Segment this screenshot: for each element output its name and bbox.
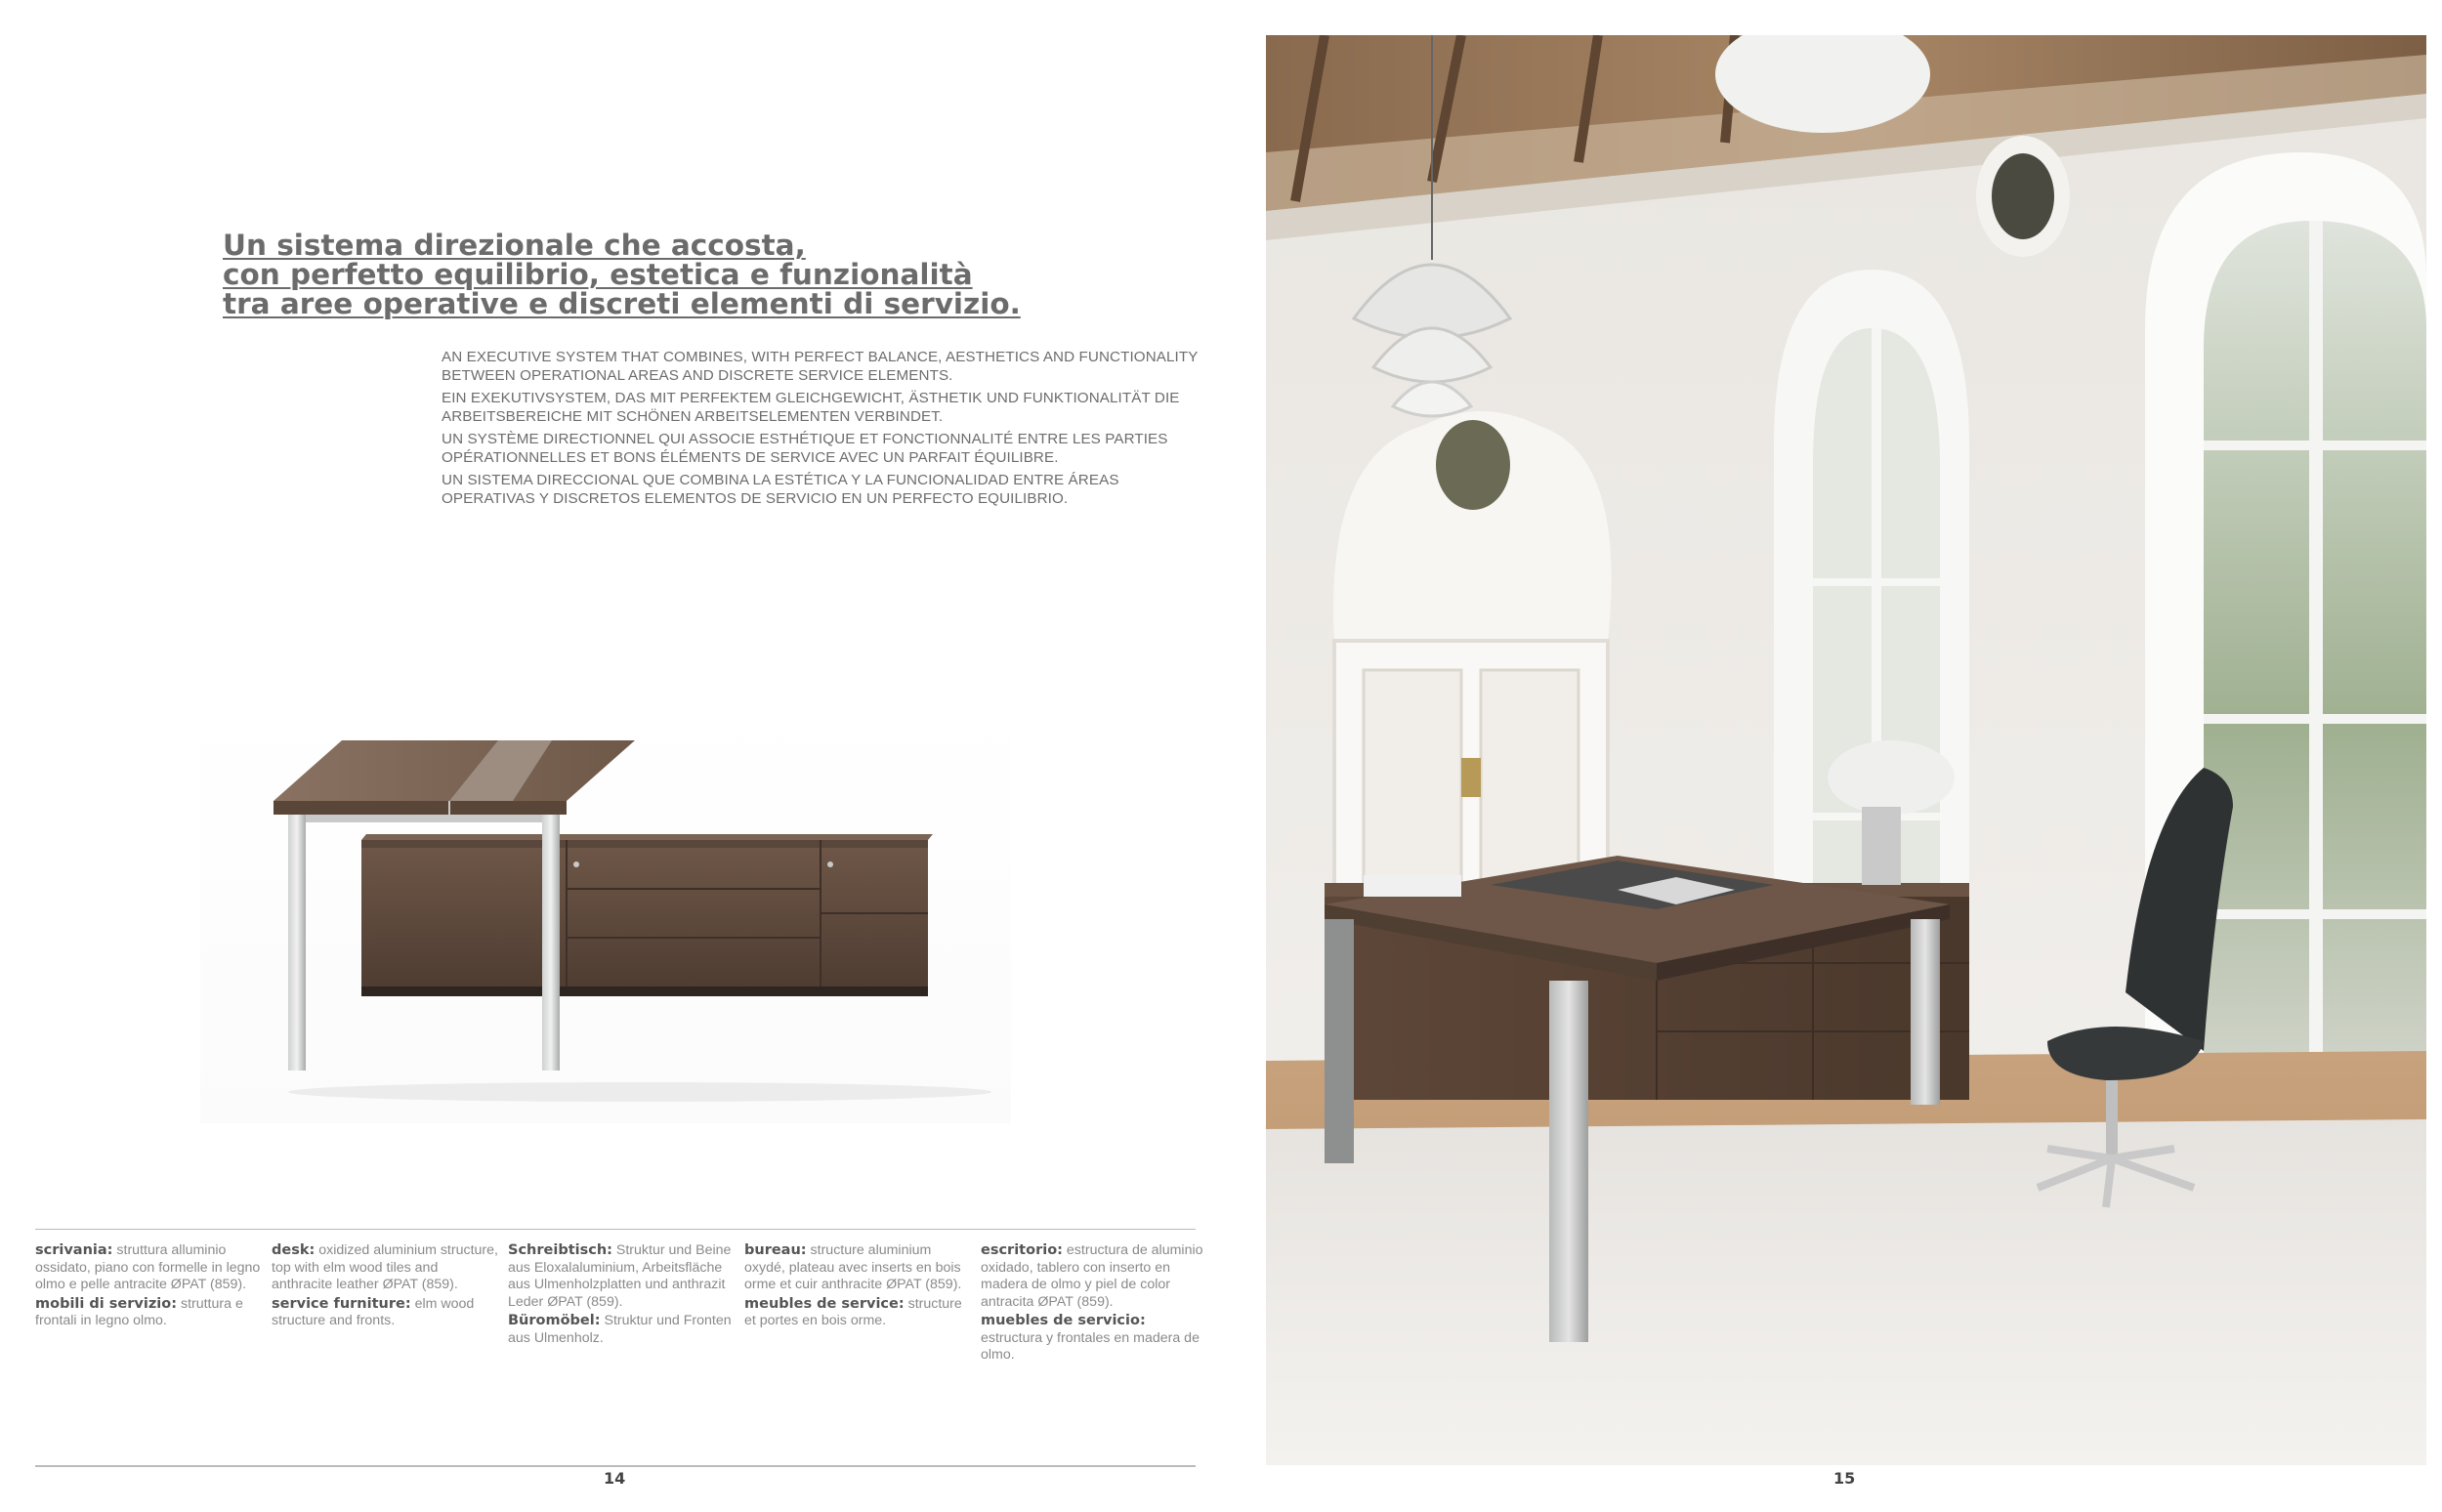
spec-term: Büromöbel: [508,1313,601,1328]
desk-illustration [200,703,1011,1123]
spec-french [744,1242,971,1332]
headline-line-2: con perfetto equilibrio, estetica e funzionalità [223,258,973,291]
intro-english: AN EXECUTIVE SYSTEM THAT COMBINES, WITH PERFECT BALANCE, AESTHETICS AND FUNCTIONALITY BETWEEN OPERATIONAL AREAS AND DISCRETE SERVICE ELEMENTS. [442,349,1199,384]
divider-bottom [35,1465,1196,1467]
headline-line-1: Un sistema direzionale che accosta, [223,229,806,262]
spec-description: Struktur und Beine aus Eloxalaluminium, Arbeitsfläche aus Ulmenholzplatten und anthrazit Leder ØPAT (859). [508,1242,732,1310]
intro-german: EIN EXEKUTIVSYSTEM, DAS MIT PERFEKTEM GLEICHGEWICHT, ÄSTHETIK UND FUNKTIONALITÄT DIE ARBEITSBEREICHE MIT SCHÖNEN ARBEITSELEMENTEN VERBINDET. [442,390,1180,425]
spec-term: escritorio: [981,1242,1063,1258]
spec-term: service furniture: [272,1295,411,1312]
spec-term: bureau: [744,1242,807,1258]
spec-description: struttura e frontali in legno olmo. [35,1295,243,1328]
spec-description: struttura alluminio ossidato, piano con formelle in legno olmo e pelle antracite ØPAT (859). [35,1242,261,1292]
intro-spanish: UN SISTEMA DIRECCIONAL QUE COMBINA LA ESTÉTICA Y LA FUNCIONALIDAD ENTRE ÁREAS OPERATIVAS Y DISCRETOS ELEMENTOS DE SERVICIO EN UN PERFECTO EQUILIBRIO. [442,472,1119,507]
headline [223,231,1200,318]
divider-top [35,1229,1196,1230]
spec-description: structure aluminium oxydé, plateau avec inserts en bois orme et cuir anthracite ØPAT (859). [744,1242,962,1292]
headline-line-3: tra aree operative e discreti elementi di servizio. [223,287,1021,320]
spec-description: Struktur und Fronten aus Ulmenholz. [508,1313,732,1346]
spec-spanish [981,1242,1207,1366]
spec-italian [35,1242,262,1332]
spec-description: estructura de aluminio oxidado, tablero con inserto en madera de olmo y piel de color antracita ØPAT (859). [981,1242,1203,1310]
page-number-right: 15 [1833,1469,1856,1488]
office-scene-illustration [1266,35,2426,1465]
spec-description: oxidized aluminium structure, top with elm wood tiles and anthracite leather ØPAT (859). [272,1242,498,1292]
spec-term: meubles de service: [744,1295,905,1312]
spec-term: desk: [272,1242,316,1258]
interior-photo [1266,35,2426,1465]
spec-description: structure et portes en bois orme. [744,1295,962,1328]
spec-description: elm wood structure and fronts. [272,1295,475,1328]
spec-term: mobili di servizio: [35,1295,178,1312]
spec-description: estructura y frontales en madera de olmo. [981,1329,1200,1363]
intro-french: UN SYSTÈME DIRECTIONNEL QUI ASSOCIE ESTHÉTIQUE ET FONCTIONNALITÉ ENTRE LES PARTIES OPÉRATIONNELLES ET BONS ÉLÉMENTS DE SERVICE AVEC UN PARFAIT ÉQUILIBRE. [442,431,1168,466]
spec-term: muebles de servicio: [981,1313,1146,1328]
spec-term: Schreibtisch: [508,1242,612,1258]
spec-german [508,1242,735,1349]
product-photo [200,703,1011,1123]
page-number-left: 14 [604,1469,626,1488]
spec-english [272,1242,498,1332]
intro-text [442,348,1203,512]
spec-term: scrivania: [35,1242,113,1258]
